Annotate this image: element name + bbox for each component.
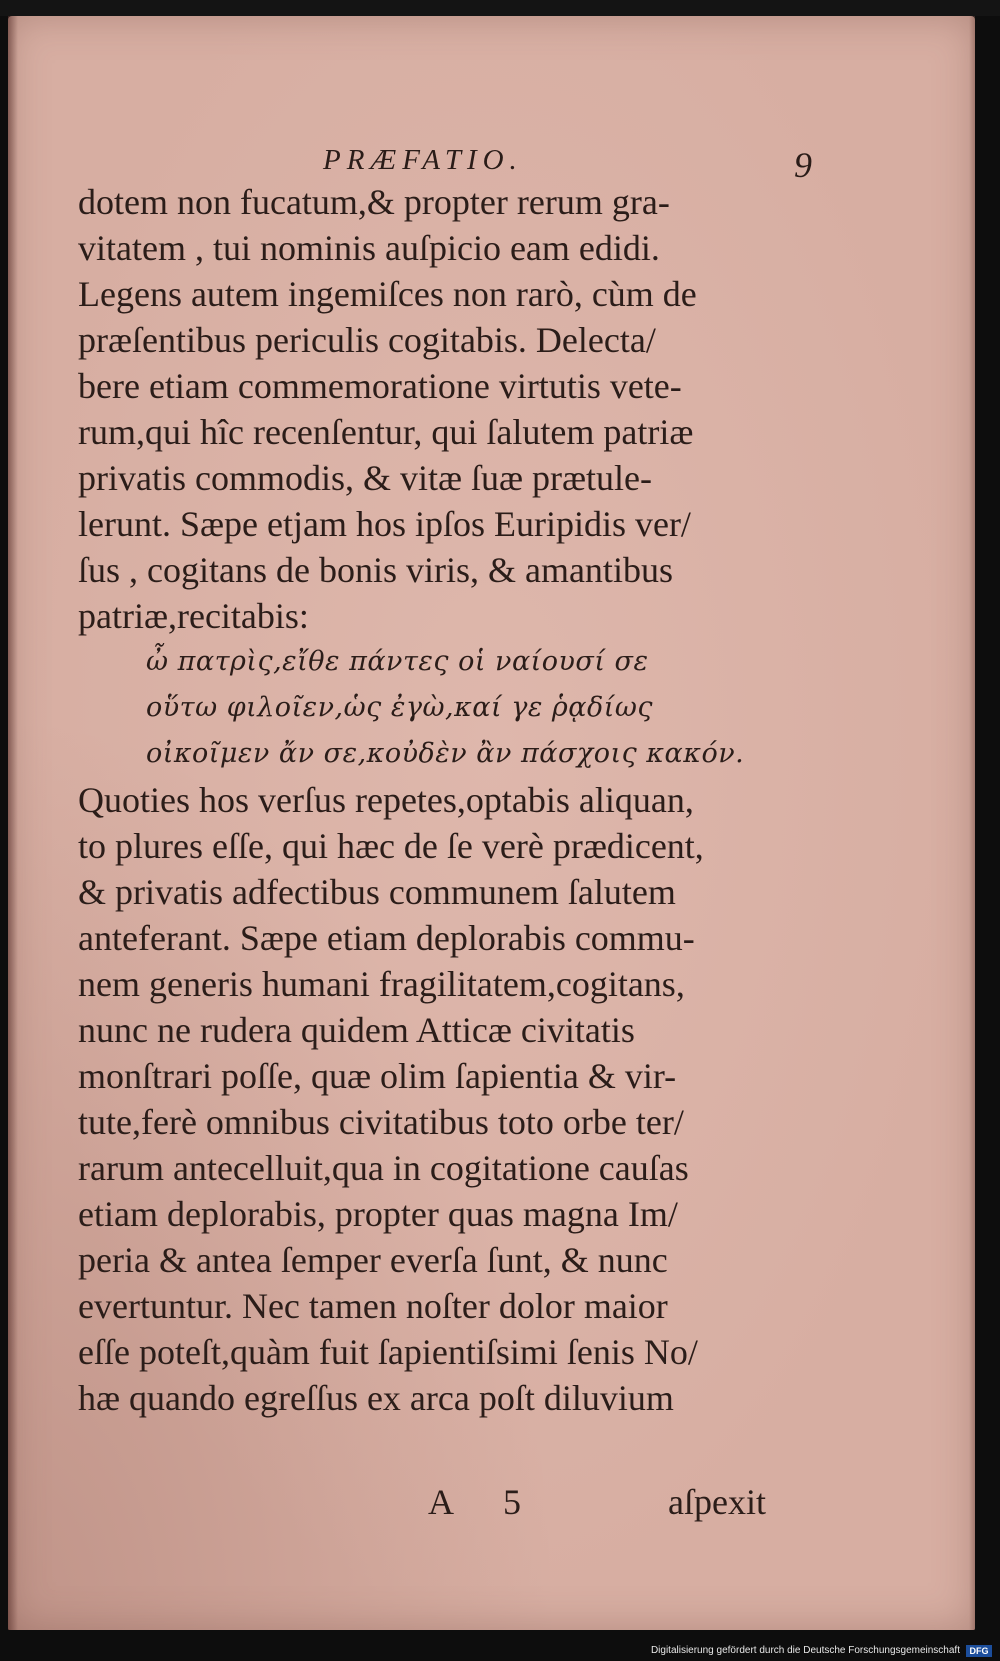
text-line: Legens autem ingemiſces non rarò, cùm de — [78, 274, 697, 314]
text-line: privatis commodis, & vitæ ſuæ prætule- — [78, 458, 652, 498]
text-line: lerunt. Sæpe etjam hos ipſos Euripidis ver/ — [78, 504, 691, 544]
text-line: nem generis humani fragilitatem,cogitans, — [78, 964, 685, 1004]
text-line: vitatem , tui nominis auſpicio eam edidi. — [78, 228, 660, 268]
text-line: patriæ,recitabis: — [78, 596, 309, 636]
digitization-credit: Digitalisierung gefördert durch die Deutsche Forschungsgemeinschaft — [650, 1645, 960, 1656]
catchword: aſpexit — [668, 1482, 766, 1522]
text-line: anteferant. Sæpe etiam deplorabis commu- — [78, 918, 695, 958]
text-line: rum,qui hîc recenſentur, qui ſalutem patriæ — [78, 412, 694, 452]
running-head: PRÆFATIO. — [323, 144, 523, 176]
signature-mark: A — [428, 1482, 454, 1522]
text-line: eſſe poteſt,quàm fuit ſapientiſsimi ſenis No/ — [78, 1332, 698, 1372]
text-line: etiam deplorabis, propter quas magna Im/ — [78, 1194, 678, 1234]
dfg-logo: DFG — [966, 1645, 992, 1657]
text-line: evertuntur. Nec tamen noſter dolor maior — [78, 1286, 668, 1326]
text-line: nunc ne rudera quidem Atticæ civitatis — [78, 1010, 635, 1050]
scan-top-strip — [0, 0, 1000, 16]
text-line: rarum antecelluit,qua in cogitatione cauſas — [78, 1148, 689, 1188]
book-page — [8, 16, 975, 1630]
greek-verse-line: ὦ πατρὶς,εἴθε πάντες οἱ ναίουσί σε — [146, 646, 649, 677]
text-line: peria & antea ſemper everſa ſunt, & nunc — [78, 1240, 668, 1280]
text-line: ſus , cogitans de bonis viris, & amantibus — [78, 550, 673, 590]
page-edge — [969, 16, 975, 1630]
text-line: hæ quando egreſſus ex arca poſt diluvium — [78, 1378, 674, 1418]
text-line: Quoties hos verſus repetes,optabis aliquan, — [78, 780, 694, 820]
text-line: præſentibus periculis cogitabis. Delecta/ — [78, 320, 656, 360]
page-number: 9 — [794, 145, 812, 185]
greek-verse-line: οὕτω φιλοῖεν,ὡς ἐγὼ,καί γε ῥᾳδίως — [146, 692, 653, 723]
text-line: tute,ferè omnibus civitatibus toto orbe ter/ — [78, 1102, 684, 1142]
text-line: bere etiam commemoratione virtutis vete- — [78, 366, 682, 406]
text-line: & privatis adfectibus communem ſalutem — [78, 872, 676, 912]
text-line: to plures eſſe, qui hæc de ſe verè prædicent, — [78, 826, 704, 866]
body-text — [78, 179, 818, 1421]
page-gutter-shadow — [8, 16, 18, 1630]
greek-verse-line: οἰκοῖμεν ἄν σε,κοὐδὲν ἂν πάσχοις κακόν. — [146, 738, 745, 769]
text-line: monſtrari poſſe, quæ olim ſapientia & vir- — [78, 1056, 677, 1096]
text-line: dotem non fucatum,& propter rerum gra- — [78, 182, 670, 222]
signature-number: 5 — [503, 1482, 521, 1522]
